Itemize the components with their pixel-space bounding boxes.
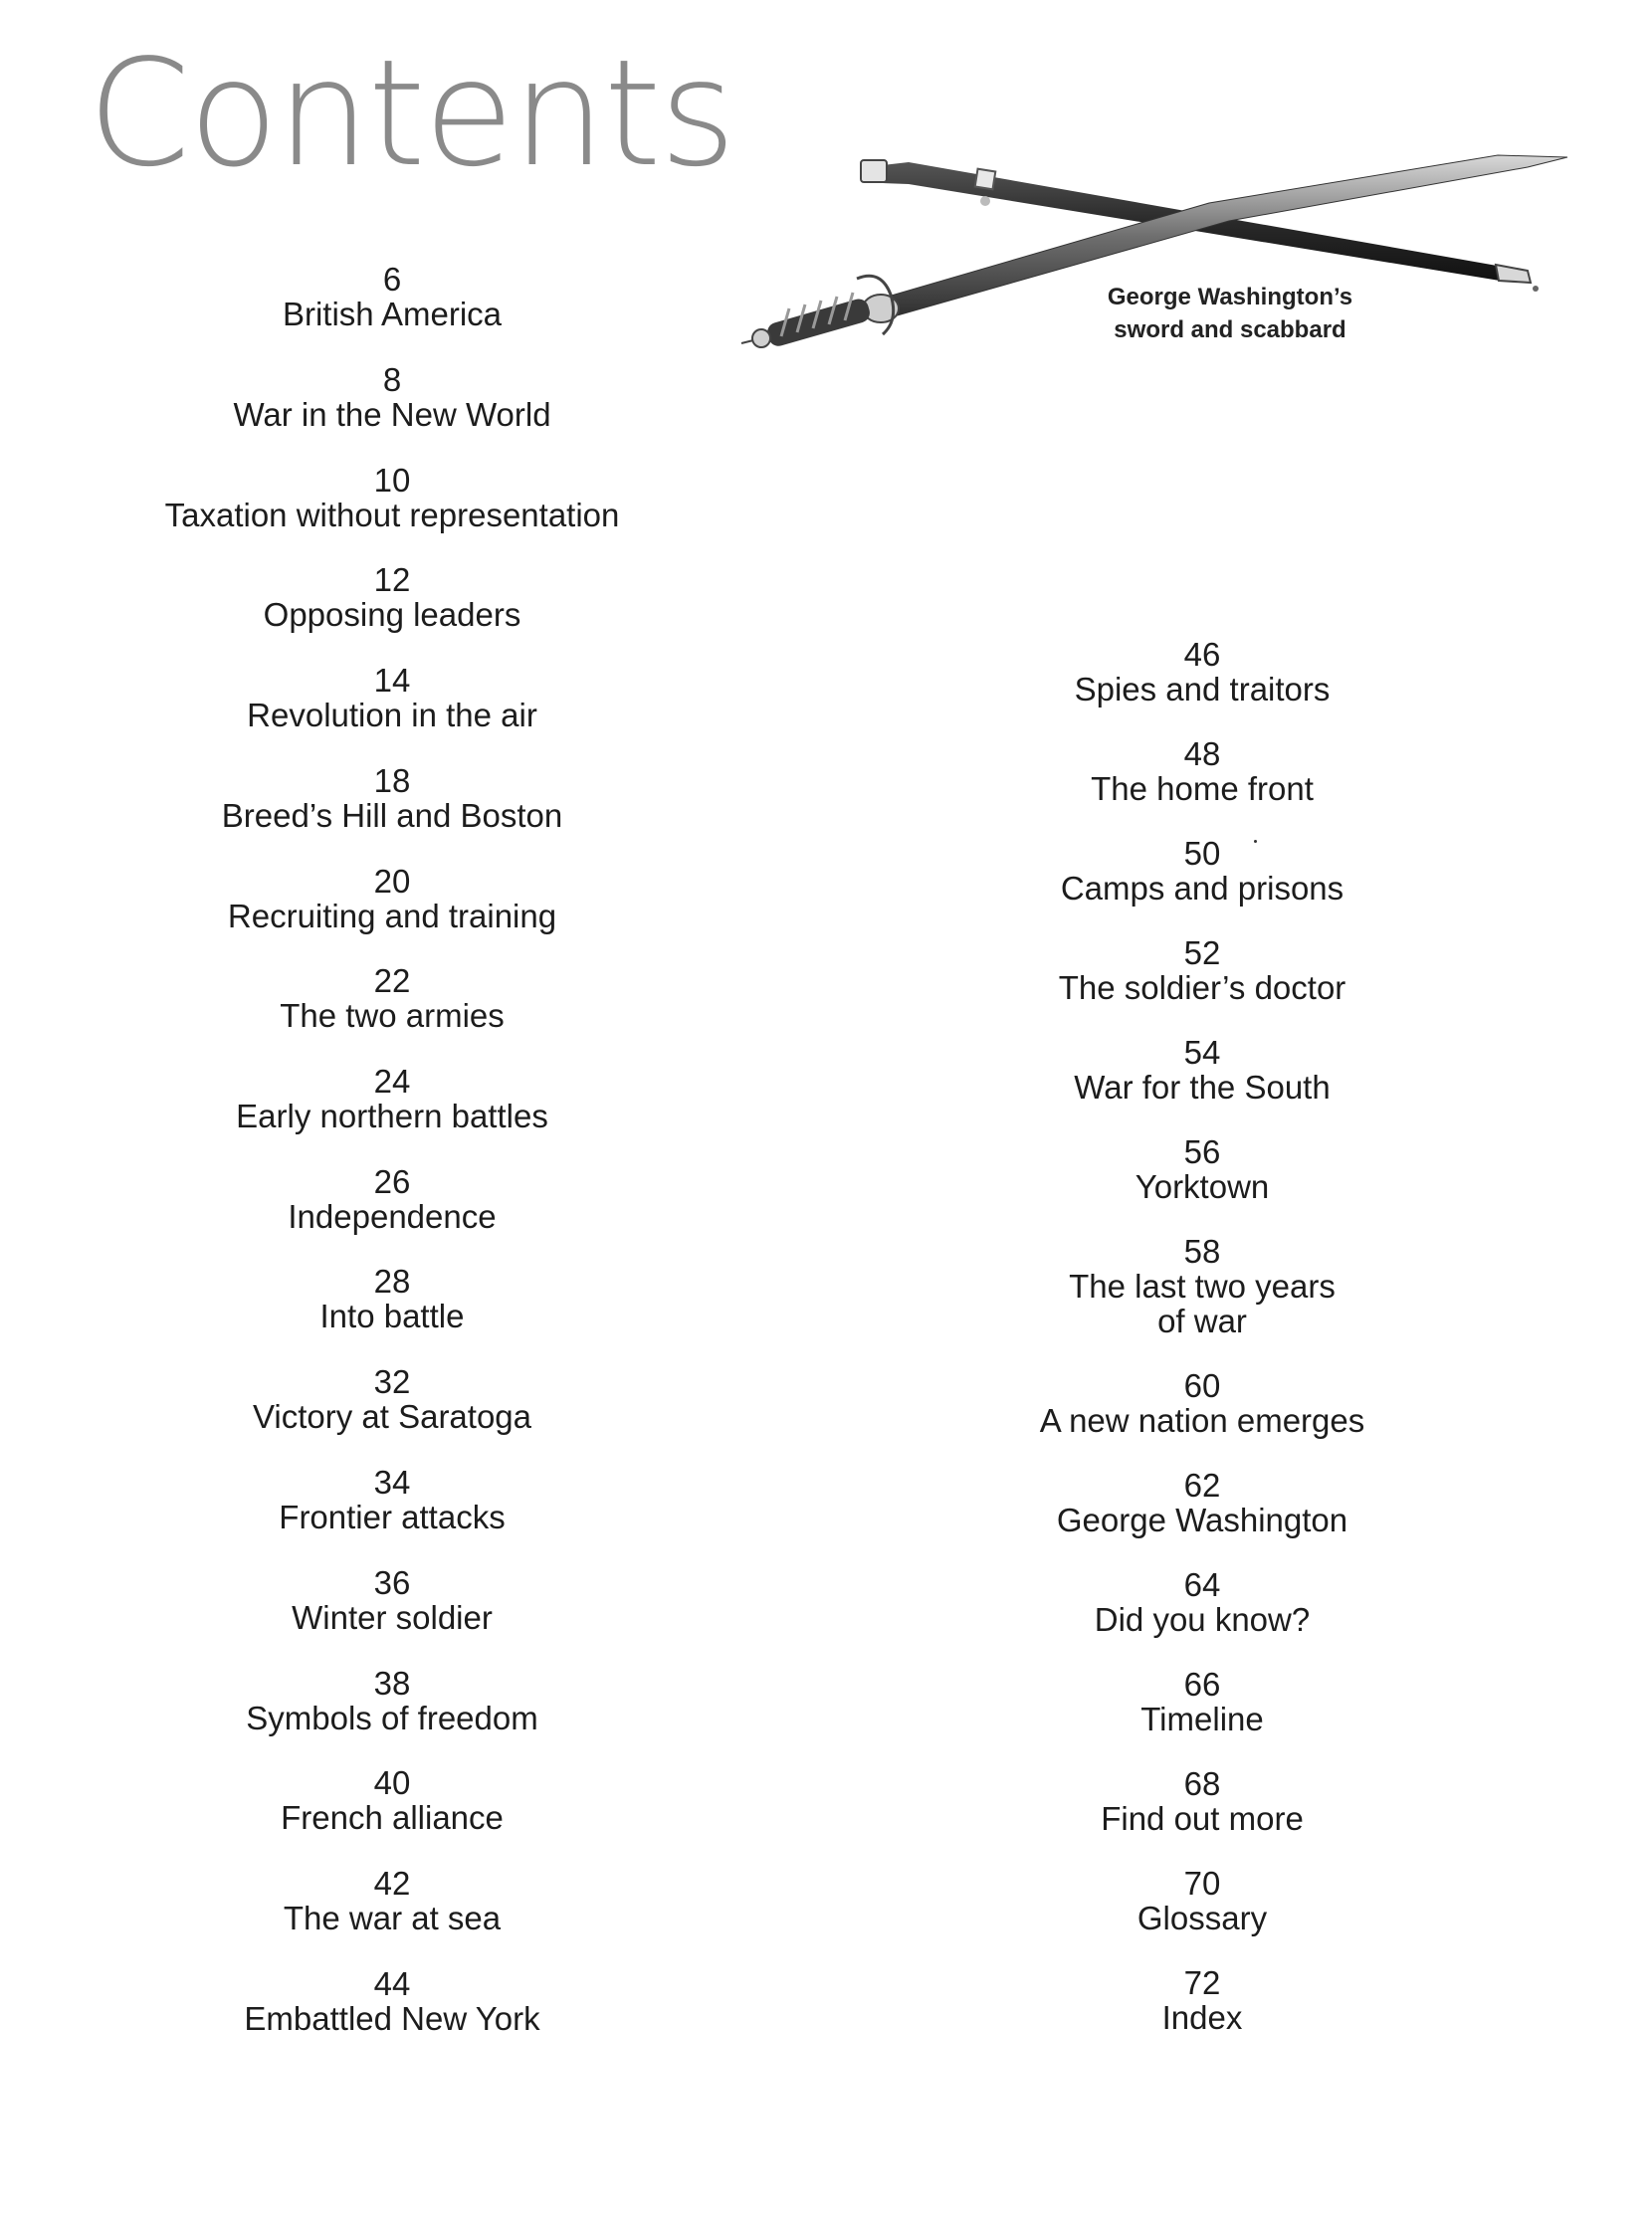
toc-entry[interactable] [94, 763, 691, 833]
toc-page-number: 28 [373, 1263, 411, 1300]
toc-title: Breed’s Hill and Boston [221, 797, 563, 834]
toc-title: British America [282, 296, 503, 332]
toc-title: George Washington [1056, 1502, 1348, 1538]
toc-page-number: 34 [373, 1464, 411, 1501]
toc-page-number: 8 [382, 361, 402, 398]
toc-page-number: 46 [1183, 636, 1221, 673]
toc-entry[interactable] [94, 362, 691, 432]
toc-entry[interactable] [94, 562, 691, 632]
toc-entry[interactable] [904, 1468, 1501, 1537]
toc-page-number: 64 [1183, 1566, 1221, 1603]
toc-page-number: 48 [1183, 735, 1221, 772]
toc-page-number: 38 [373, 1665, 411, 1702]
toc-entry[interactable] [94, 1465, 691, 1534]
toc-entry[interactable] [94, 663, 691, 732]
toc-entry[interactable] [94, 1064, 691, 1133]
toc-title: The soldier’s doctor [1058, 969, 1346, 1006]
caption-line: George Washington’s [1107, 284, 1353, 310]
toc-entry[interactable] [94, 1364, 691, 1434]
toc-entry[interactable] [904, 836, 1501, 906]
toc-page-number: 56 [1183, 1133, 1221, 1170]
toc-title: War in the New World [233, 396, 551, 433]
page-title: Contents [88, 28, 734, 199]
toc-page-number: 6 [382, 261, 402, 298]
toc-page-number: 26 [373, 1163, 411, 1200]
toc-title: The war at sea [283, 1900, 502, 1936]
toc-title: A new nation emerges [1039, 1402, 1365, 1439]
toc-page-number: 52 [1183, 934, 1221, 971]
toc-page-number: 58 [1183, 1233, 1221, 1270]
toc-entry[interactable] [904, 637, 1501, 707]
toc-entry[interactable] [904, 736, 1501, 806]
toc-title: Frontier attacks [279, 1499, 506, 1535]
caption-line: sword and scabbard [1114, 316, 1346, 343]
toc-entry[interactable] [94, 1666, 691, 1735]
toc-title: Index [1161, 1999, 1243, 2036]
toc-page-number: 18 [373, 762, 411, 799]
toc-entry[interactable] [904, 1134, 1501, 1204]
toc-page-number: 72 [1183, 1964, 1221, 2001]
toc-title: Timeline [1140, 1701, 1264, 1737]
toc-page-number: 70 [1183, 1865, 1221, 1902]
toc-page-number: 66 [1183, 1666, 1221, 1703]
toc-entry[interactable] [904, 1234, 1501, 1338]
toc-page-number: 42 [373, 1865, 411, 1902]
toc-title: Spies and traitors [1074, 671, 1331, 708]
toc-title: Winter soldier [292, 1599, 493, 1636]
toc-title: Camps and prisons [1060, 870, 1344, 907]
toc-title: The home front [1091, 770, 1314, 807]
toc-title: Taxation without representation [164, 497, 620, 533]
toc-page-number: 36 [373, 1564, 411, 1601]
toc-page-number: 32 [373, 1363, 411, 1400]
toc-title: Victory at Saratoga [252, 1398, 532, 1435]
toc-entry[interactable] [904, 1567, 1501, 1637]
toc-page-number: 62 [1183, 1467, 1221, 1504]
toc-entry[interactable] [94, 1765, 691, 1835]
toc-entry[interactable] [94, 1164, 691, 1234]
toc-page-number: 54 [1183, 1034, 1221, 1071]
toc-title: Embattled New York [244, 2000, 540, 2037]
toc-title: Symbols of freedom [246, 1700, 538, 1736]
toc-page-number: 14 [373, 662, 411, 699]
toc-entry[interactable] [94, 1264, 691, 1333]
toc-entry[interactable] [94, 463, 691, 532]
toc-page-number: 44 [373, 1965, 411, 2002]
toc-page-number: 20 [373, 863, 411, 900]
toc-title: Glossary [1136, 1900, 1268, 1936]
toc-page-number: 12 [373, 561, 411, 598]
toc-entry[interactable] [904, 1766, 1501, 1836]
toc-page-number: 10 [373, 462, 411, 499]
toc-page-number: 50 [1183, 835, 1221, 872]
toc-title: The last two years [1069, 1268, 1336, 1305]
toc-title: The two armies [280, 997, 505, 1034]
toc-title: Revolution in the air [247, 697, 537, 733]
toc-entry[interactable] [904, 1667, 1501, 1736]
toc-title: Independence [288, 1198, 497, 1235]
illustration-caption [1051, 281, 1409, 346]
toc-title: Into battle [319, 1298, 465, 1334]
toc-title: Did you know? [1094, 1601, 1311, 1638]
toc-title: War for the South [1074, 1069, 1331, 1106]
toc-title: Opposing leaders [263, 596, 521, 633]
toc-entry[interactable] [94, 1966, 691, 2036]
toc-page-number: 68 [1183, 1765, 1221, 1802]
toc-title-continued: of war [1157, 1303, 1247, 1339]
toc-title: Early northern battles [236, 1098, 548, 1134]
toc-title: Find out more [1101, 1800, 1304, 1837]
toc-entry[interactable] [94, 262, 691, 331]
toc-entry[interactable] [904, 1035, 1501, 1105]
toc-entry[interactable] [94, 864, 691, 933]
toc-page-number: 22 [373, 962, 411, 999]
toc-page-number: 24 [373, 1063, 411, 1100]
toc-title: Yorktown [1135, 1168, 1270, 1205]
toc-page-number: 40 [373, 1764, 411, 1801]
toc-entry[interactable] [904, 1965, 1501, 2035]
toc-entry[interactable] [904, 935, 1501, 1005]
toc-entry[interactable] [94, 1565, 691, 1635]
toc-page-number: 60 [1183, 1367, 1221, 1404]
toc-entry[interactable] [94, 1866, 691, 1935]
toc-entry[interactable] [904, 1866, 1501, 1935]
toc-entry[interactable] [904, 1368, 1501, 1438]
toc-entry[interactable] [94, 963, 691, 1033]
toc-title: French alliance [281, 1799, 504, 1836]
toc-title: Recruiting and training [227, 898, 557, 934]
